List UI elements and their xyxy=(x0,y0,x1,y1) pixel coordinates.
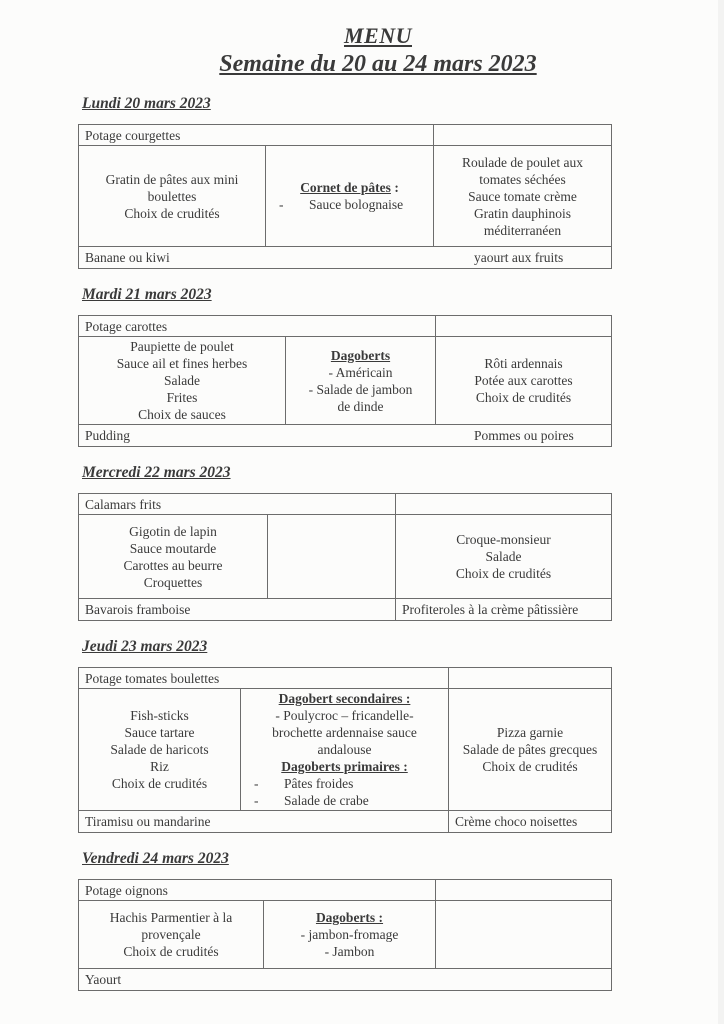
starter-empty-cell xyxy=(436,316,612,337)
starter-empty-cell xyxy=(449,668,612,689)
sandwich-secondary-lines xyxy=(245,707,444,758)
dash-item xyxy=(270,196,429,213)
menu-line: provençale xyxy=(141,927,201,942)
menu-line: Sauce moutarde xyxy=(129,540,217,556)
main-course-cell xyxy=(79,337,286,425)
dessert-cell xyxy=(79,247,612,269)
dash-text: Pâtes froides xyxy=(284,776,354,791)
menu-line: Choix de sauces xyxy=(138,407,226,422)
day-section-monday xyxy=(78,94,724,269)
day-heading-monday: Lundi 20 mars 2023 xyxy=(82,95,211,112)
menu-line: Roulade de poulet aux xyxy=(461,154,584,170)
menu-line: - Jambon xyxy=(324,944,375,959)
dessert-right: Pommes ou poires xyxy=(474,428,574,443)
menu-line: Sauce ail et fines herbes xyxy=(116,356,248,371)
menu-line: Sauce tartare xyxy=(124,725,195,740)
main-course-lines xyxy=(83,707,236,792)
alt-course-cell xyxy=(434,146,612,247)
alt-course-lines xyxy=(453,724,607,775)
dash-marker: - xyxy=(254,793,259,808)
dessert-left: Banane ou kiwi xyxy=(85,250,170,265)
starter-empty-cell xyxy=(434,125,612,146)
menu-line: tomates séchées xyxy=(479,171,566,187)
sandwich-cell xyxy=(286,337,436,425)
menu-line: - Poulycroc – fricandelle- xyxy=(275,708,414,723)
main-course-lines xyxy=(83,338,281,423)
main-course-lines xyxy=(83,523,263,591)
starter-empty-cell xyxy=(436,880,612,901)
menu-line: Gratin de pâtes aux mini xyxy=(105,171,239,187)
menu-line: Choix de crudités xyxy=(123,944,219,959)
sandwich-title: Dagoberts xyxy=(330,347,391,363)
menu-line: de dinde xyxy=(337,398,384,414)
day-heading-wednesday: Mercredi 22 mars 2023 xyxy=(82,464,231,481)
menu-line: boulettes xyxy=(147,188,197,204)
dash-marker: - xyxy=(254,776,259,791)
menu-line: Choix de crudités xyxy=(475,390,572,405)
sandwich-options xyxy=(270,196,429,213)
dessert-right: yaourt aux fruits xyxy=(474,250,564,265)
main-course-lines xyxy=(83,171,261,222)
menu-line: Choix de crudités xyxy=(482,759,578,774)
menu-line: Paupiette de poulet xyxy=(130,339,234,354)
alt-course-cell xyxy=(396,515,612,599)
sandwich-cell xyxy=(266,146,434,247)
sandwich-cell xyxy=(264,901,436,969)
starter-cell: Potage courgettes xyxy=(79,125,434,146)
menu-table-wednesday xyxy=(78,493,612,621)
menu-line: Salade xyxy=(164,373,200,388)
menu-line: Gigotin de lapin xyxy=(129,523,217,539)
main-course-cell xyxy=(79,515,268,599)
dessert-right-cell: Crème choco noisettes xyxy=(449,811,612,833)
starter-cell: Calamars frits xyxy=(79,494,396,515)
menu-line: - jambon-fromage xyxy=(300,927,399,942)
starter-cell: Potage carottes xyxy=(79,316,436,337)
menu-line: Croquettes xyxy=(143,574,203,590)
main-course-cell xyxy=(79,146,266,247)
sandwich-options xyxy=(290,364,431,415)
menu-line: Gratin dauphinois xyxy=(473,205,572,221)
dessert-left-cell: Tiramisu ou mandarine xyxy=(79,811,449,833)
day-section-tuesday xyxy=(78,285,724,447)
sandwich-title: Dagoberts : xyxy=(315,910,384,925)
day-heading-friday: Vendredi 24 mars 2023 xyxy=(82,850,229,867)
day-section-friday xyxy=(78,849,724,991)
sandwich-title-primary: Dagoberts primaires : xyxy=(281,759,408,774)
menu-line: Riz xyxy=(150,759,169,774)
day-heading-tuesday: Mardi 21 mars 2023 xyxy=(82,286,212,303)
sandwich-options xyxy=(268,926,431,960)
dessert-cell: Yaourt xyxy=(79,969,612,991)
alt-course-lines xyxy=(440,355,607,406)
menu-table-monday xyxy=(78,124,612,269)
document-header xyxy=(0,0,724,78)
document-subtitle: Semaine du 20 au 24 mars 2023 xyxy=(219,51,537,77)
starter-empty-cell xyxy=(396,494,612,515)
menu-line: Choix de crudités xyxy=(111,776,208,791)
main-course-cell xyxy=(79,689,241,811)
main-course-cell xyxy=(79,901,264,969)
menu-line: Salade de haricots xyxy=(110,742,209,757)
starter-cell: Potage oignons xyxy=(79,880,436,901)
dash-item xyxy=(245,775,444,792)
dessert-cell xyxy=(79,425,612,447)
menu-line: brochette ardennaise sauce xyxy=(272,725,417,740)
alt-course-cell-empty xyxy=(436,901,612,969)
alt-course-lines xyxy=(438,154,607,239)
menu-line: méditerranéen xyxy=(483,222,562,238)
menu-table-thursday xyxy=(78,667,612,833)
menu-line: Hachis Parmentier à la xyxy=(109,910,233,925)
sandwich-title-secondary: Dagobert secondaires : xyxy=(278,691,411,706)
dash-text: Sauce bolognaise xyxy=(309,197,404,212)
menu-line: - Salade de jambon xyxy=(308,381,413,397)
menu-line: Choix de crudités xyxy=(455,566,552,581)
dessert-right-cell: Profiteroles à la crème pâtissière xyxy=(396,599,612,621)
sandwich-cell-empty xyxy=(268,515,396,599)
alt-course-cell xyxy=(449,689,612,811)
starter-cell: Potage tomates boulettes xyxy=(79,668,449,689)
sandwich-cell xyxy=(241,689,449,811)
alt-course-lines xyxy=(400,531,607,582)
sandwich-primary-options xyxy=(245,775,444,809)
dash-item xyxy=(245,792,444,809)
day-section-wednesday xyxy=(78,463,724,621)
menu-line: Sauce tomate crème xyxy=(468,188,577,204)
dessert-left-cell: Bavarois framboise xyxy=(79,599,396,621)
menu-line: Choix de crudités xyxy=(124,205,220,221)
menu-line: Carottes au beurre xyxy=(123,557,223,573)
menu-table-friday xyxy=(78,879,612,991)
menu-line: Salade xyxy=(485,549,522,564)
sandwich-title: Cornet de pâtes : xyxy=(300,180,399,195)
menu-line: - Américain xyxy=(328,364,393,380)
day-section-thursday xyxy=(78,637,724,833)
menu-line: Salade de pâtes grecques xyxy=(462,742,598,757)
menu-table-tuesday xyxy=(78,315,612,447)
menu-line: andalouse xyxy=(317,742,372,757)
main-course-lines xyxy=(83,909,259,960)
dash-text: Salade de crabe xyxy=(284,793,369,808)
document-title: MENU xyxy=(343,23,412,48)
menu-line: Pizza garnie xyxy=(496,725,564,740)
menu-line: Croque-monsieur xyxy=(456,532,551,547)
menu-line: Frites xyxy=(166,390,198,405)
menu-line: Potée aux carottes xyxy=(474,373,573,388)
menu-line: Rôti ardennais xyxy=(484,356,563,371)
menu-line: Fish-sticks xyxy=(130,708,189,723)
day-heading-thursday: Jeudi 23 mars 2023 xyxy=(82,638,208,655)
alt-course-cell xyxy=(436,337,612,425)
dash-marker: - xyxy=(279,197,284,212)
dessert-left: Pudding xyxy=(85,428,131,443)
